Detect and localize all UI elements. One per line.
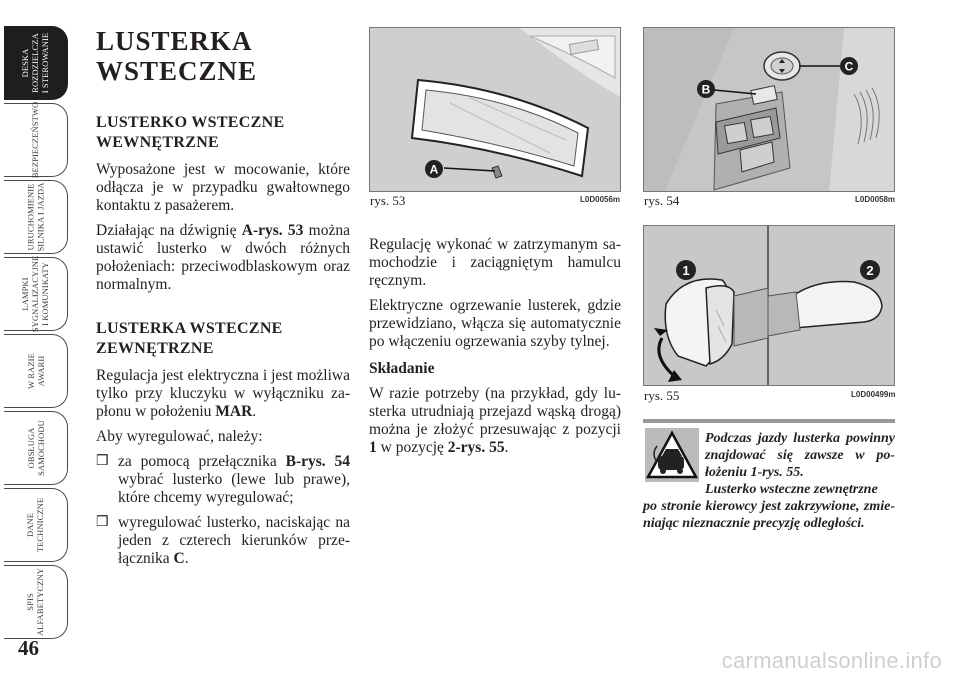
tab-w-razie-awarii[interactable] (4, 334, 68, 408)
text: za pomocą przełącznika (118, 453, 286, 470)
tab-bezpieczenstwo[interactable] (4, 103, 68, 177)
tab-dane-techniczne[interactable] (4, 488, 68, 562)
position-ref: 1 (369, 439, 377, 456)
door-switch-illustration (644, 28, 895, 192)
tab-label: URUCHOMIENIE SILNIKA I JAZDA (25, 182, 46, 252)
text: wybrać lusterko (lewe lub prawe), które chcemy wyregulować; (118, 471, 350, 506)
column-2 (369, 236, 621, 457)
tab-label: W RAZIE AWARII (25, 353, 46, 389)
paragraph: Elektryczne ogrzewanie lusterek, gdzie przewidziano, włącza się automatycznie po włączeniu ogrzewania szyby tylnej. (369, 297, 621, 350)
tab-uruchomienie[interactable] (4, 180, 68, 254)
figure-ref: A-rys. 53 (241, 222, 304, 239)
tab-obsluga[interactable] (4, 411, 68, 485)
footer-url: carmanualsonline.info (721, 648, 942, 673)
callout-2: 2 (866, 263, 874, 278)
column-1 (96, 26, 350, 568)
tab-label: DESKA ROZDZIELCZA I STEROWANIE (20, 32, 51, 94)
warning-line: po stronie kierowcy jest zakrzywione, zmieniając nieznacznie precyzję odległości. (643, 499, 895, 531)
figure-ref: C (173, 550, 185, 567)
figure-ref: 2-rys. 55 (447, 439, 505, 456)
section-heading-external (96, 319, 350, 359)
folding-mirror-illustration (644, 226, 895, 386)
list-item (96, 514, 350, 568)
figure-55-folding-mirror (643, 225, 895, 386)
figure-caption: rys. 53 (370, 193, 406, 208)
figure-53-interior-mirror (369, 27, 621, 192)
paragraph: Aby wyregulować, należy: (96, 428, 263, 445)
text: można ustawić lusterko w dwóch różnych położeniach: przeciwodblaskowym oraz normalnym. (96, 222, 350, 293)
subheading-folding: Składanie (369, 360, 435, 377)
page-number: 46 (18, 636, 39, 660)
callout-c: C (844, 59, 854, 74)
figure-code: L0D0058m (855, 195, 896, 204)
tab-label: BEZPIECZEŃSTWO (30, 101, 41, 179)
tab-label: OBSŁUGA SAMOCHODU (25, 420, 46, 476)
checkbox-bullet-icon: ❒ (96, 454, 109, 469)
paragraph: Regulację wykonać w zatrzymanym samochodzie i zaciągniętym hamulcu ręcznym. (369, 236, 621, 289)
position-ref: MAR (215, 403, 253, 420)
tab-label: LAMPKI SYGNALIZACYJNE I KOMUNIKATY (20, 255, 51, 333)
text: w pozycję (376, 439, 448, 456)
title-line: LUSTERKA (96, 26, 253, 56)
warning-line: Podczas jazdy lusterka powinny znajdować się zawsze w położeniu 1-rys. 55. (705, 431, 895, 480)
heading-line: LUSTERKO WSTECZNE (96, 114, 285, 131)
heading-line: ZEWNĘTRZNE (96, 340, 214, 357)
interior-mirror-illustration (370, 28, 621, 192)
figure-ref: B-rys. 54 (285, 453, 350, 470)
paragraph (96, 367, 350, 421)
text: wyregulować lusterko, naciskając na jeden z czterech kierunków przełącznika (118, 514, 350, 567)
warning-text (643, 430, 895, 532)
text: . (252, 403, 257, 420)
paragraph: Wyposażone jest w mocowanie, które odłącza je w przypadku gwałtownego kontaktu z pasażerem. (96, 161, 350, 214)
callout-a: A (429, 162, 439, 177)
text: . (504, 439, 509, 456)
paragraph (369, 385, 621, 457)
chapter-tabs (0, 26, 76, 638)
paragraph (96, 222, 350, 294)
figure-code: L0D0056m (580, 195, 621, 204)
figure-code: L0D00499m (851, 390, 896, 399)
tab-deska-rozdzielcza[interactable] (4, 26, 68, 100)
heading-line: WEWNĘTRZNE (96, 134, 220, 151)
callout-1: 1 (682, 263, 690, 278)
callout-b: B (701, 82, 711, 97)
warning-divider (643, 419, 895, 423)
list-item (96, 453, 350, 507)
section-heading-internal (96, 113, 350, 153)
text: Regulacja jest elektryczna i jest możliwa tylko przy kluczyku w wyłączniku zapłonu w położeniu (96, 367, 350, 420)
heading-line: LUSTERKA WSTECZNE (96, 320, 283, 337)
list-item-text (118, 514, 350, 568)
figure-caption: rys. 54 (644, 193, 680, 208)
figure-caption: rys. 55 (644, 388, 680, 403)
title-line: WSTECZNE (96, 56, 258, 86)
tab-label: SPIS ALFABETYCZNY (25, 567, 46, 637)
figure-54-mirror-switch (643, 27, 895, 192)
checkbox-bullet-icon: ❒ (96, 515, 109, 530)
tab-lampki[interactable] (4, 257, 68, 331)
page-title (96, 26, 350, 86)
list-item-text (118, 453, 350, 507)
warning-line: Lusterko wsteczne zewnętrzne (705, 482, 878, 497)
text: Działając na dźwignię (96, 222, 242, 239)
text: W razie potrzeby (na przykład, gdy lusterka utrudniają przejazd wąską drogą) można je złożyć przesuwając z pozycji (369, 385, 621, 438)
text: . (184, 550, 189, 567)
tab-spis-alfabetyczny[interactable] (4, 565, 68, 639)
tab-label: DANE TECHNICZNE (25, 497, 46, 553)
